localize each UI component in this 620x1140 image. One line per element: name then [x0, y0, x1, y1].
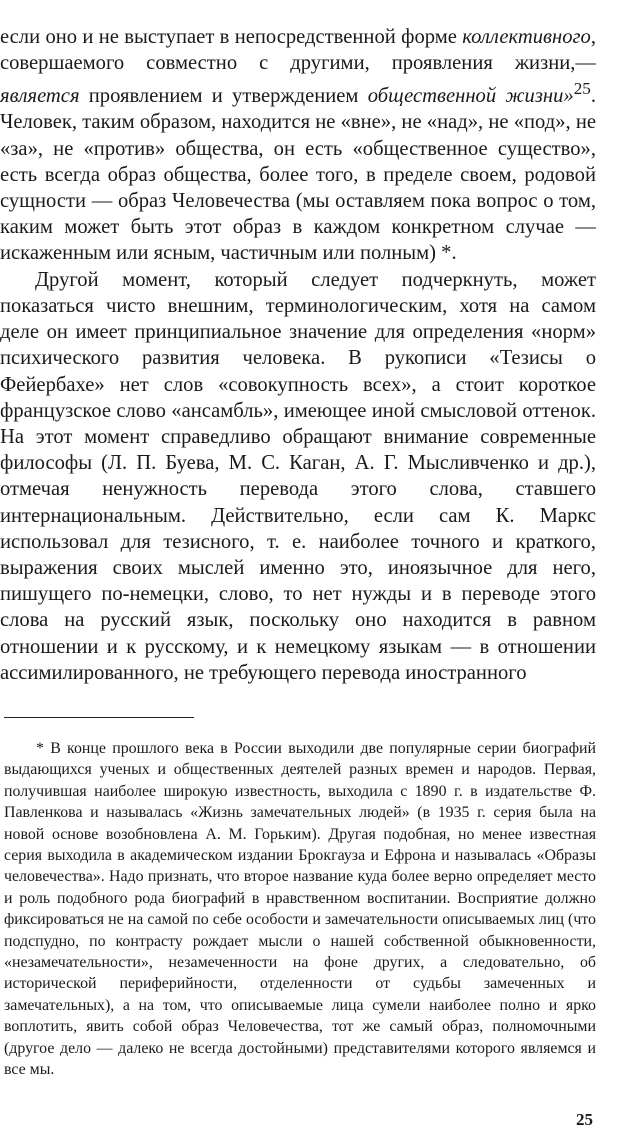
main-text	[0, 24, 596, 686]
footnote-divider	[4, 717, 194, 718]
paragraph-1-text-c: проявлением и утверждением	[79, 85, 368, 108]
paragraph-1	[0, 24, 596, 267]
paragraph-1-italic-1: коллективного	[462, 26, 591, 48]
paragraph-1-text-a: если оно и не выступает в непосредственной форме	[0, 26, 463, 48]
paragraph-1-text-d: . Человек, таким образом, находится не «вне», не «над», не «под», не «за», не «против» общества, он есть «общественное существо», есть всегда образ общества, более того, в пределе своем, родовой сущности — образ Человечества (мы оставляем пока вопрос о том, каким может быть этот образ в каждом конкретном случае — искаженным или ясным, частичным или полным) *.	[0, 85, 596, 265]
page-number: 25	[576, 1110, 593, 1129]
footnote-reference-25: 25	[573, 79, 591, 99]
footnote: * В конце прошлого века в России выходили две популярные серии биографий выдающихся ученых и общественных деятелей разных времен и народов. Первая, получившая наиболее широкую известность, выходила с 1890 г. в издательстве Ф. Павленкова и называлась «Жизнь замечательных людей» (в 1935 г. серия была на новой основе возобновлена А. М. Горьким). Другая подобная, но менее известная серия выходила в академическом издании Брокгауза и Ефрона и называлась «Образы человечества». Надо признать, что второе название куда более верно определяет место и роль подобного рода биографий в нравственном воспитании. Восприятие должно фиксироваться не на самой по себе особости и замечательности описываемых лиц (что подспудно, по контрасту рождает мысли о нашей собственной обыкновенности, «незамечательности», незамеченности на фоне других, а следовательно, об исторической периферийности, отделенности от судьбы замеченных и замечательных), а на том, что описываемые лица сумели наиболее полно и ярко воплотить, явить собой образ Человечества, тот же самый образ, полномочными (другое дело — далеко не всегда достойными) представителями которого являемся и все мы.	[4, 740, 596, 1079]
paragraph-1-italic-2: является	[0, 85, 80, 108]
paragraph-1-text-b: , совершаемого совместно с другими, проявления жизни,—	[0, 26, 596, 75]
paragraph-2: Другой момент, который следует подчеркнуть, может показаться чисто внешним, терминологическим, хотя на самом деле он имеет принципиальное значение для определения «норм» психического развития человека. В рукописи «Тезисы о Фейербахе» нет слов «совокупность всех», а стоит короткое французское слово «ансамбль», имеющее иной смысловой оттенок. На этот момент справедливо обращают внимание современные философы (Л. П. Буева, М. С. Каган, А. Г. Мысливченко и др.), отмечая ненужность перевода этого слова, ставшего интернациональным. Действительно, если сам К. Маркс использовал для тезисного, т. е. наиболее точного и краткого, выражения своих мыслей именно это, иноязычное для него, пишущего по-немецки, слово, то нет нужды и в переводе этого слова на русский язык, поскольку оно находится в равном отношении и к русскому, и к немецкому языкам — в отношении ассимилированного, не требующего перевода иностранного	[0, 268, 596, 684]
paragraph-1-italic-3: общественной жизни»	[367, 85, 574, 108]
